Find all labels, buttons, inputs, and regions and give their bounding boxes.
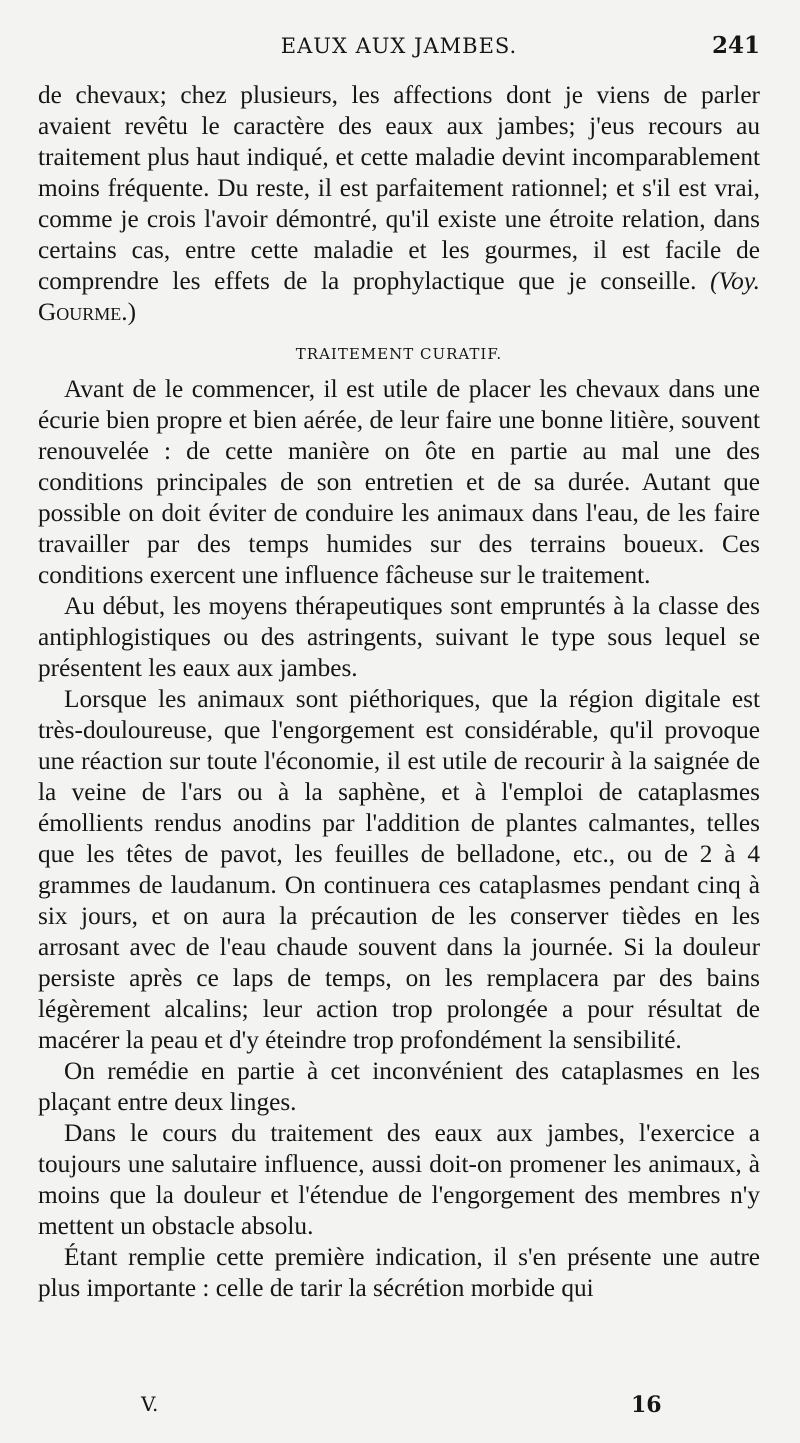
- signature-mark: V.: [141, 1392, 159, 1416]
- page-number: 241: [711, 32, 760, 59]
- gathering-number: 16: [631, 1392, 662, 1418]
- opening-paragraph: [38, 80, 760, 328]
- opening-paragraph-text: de chevaux; chez plusieurs, les affections dont je viens de parler avaient revêtu le caractère des eaux aux jambes; j'eus recours au traitement plus haut indiqué, et cette maladie devint incomparablement moins fréquente. Du reste, il est parfaitement rationnel; et s'il est vrai, comme je crois l'avoir démontré, qu'il existe une étroite relation, dans certains cas, entre cette maladie et les gourmes, il est facile de comprendre les effets de la prophylactique que je conseille.: [38, 81, 760, 295]
- page-footer: [38, 1392, 760, 1422]
- page-header: [38, 30, 760, 64]
- paragraph: Dans le cours du traitement des eaux aux jambes, l'exercice a toujours une salutaire influence, aussi doit-on promener les animaux, à moins que la douleur et l'étendue de l'engorgement des membres n'y mettent un obstacle absolu.: [38, 1119, 760, 1240]
- paragraph: Étant remplie cette première indication, il s'en présente une autre plus importante : celle de tarir la sécrétion morbide qui: [38, 1243, 760, 1302]
- reference-target: Gourme.): [38, 298, 137, 326]
- reference-prefix: (Voy.: [710, 267, 760, 295]
- page-body: [38, 80, 760, 1304]
- running-title: EAUX AUX JAMBES.: [280, 34, 518, 58]
- paragraph: Lorsque les animaux sont piéthoriques, que la région digitale est très-douloureuse, que l'engorgement est considérable, qu'il provoque une réaction sur toute l'économie, il est utile de recourir à la saignée de la veine de l'ars ou à la saphène, et à l'emploi de cataplasmes émollients rendus anodins par l'addition de plantes calmantes, telles que les têtes de pavot, les feuilles de belladone, etc., ou de 2 à 4 grammes de laudanum. On continuera ces cataplasmes pendant cinq à six jours, et on aura la précaution de les conserver tièdes en les arrosant avec de l'eau chaude souvent dans la journée. Si la douleur persiste après ce laps de temps, on les remplacera par des bains légèrement alcalins; leur action trop prolongée a pour résultat de macérer la peau et d'y éteindre trop profondément la sensibilité.: [38, 685, 760, 1054]
- paragraph: Avant de le commencer, il est utile de placer les chevaux dans une écurie bien propre et bien aérée, de leur faire une bonne litière, souvent renouvelée : de cette manière on ôte en partie au mal une des conditions principales de son entretien et de sa durée. Autant que possible on doit éviter de conduire les animaux dans l'eau, de les faire travailler par des temps humides sur des terrains boueux. Ces conditions exercent une influence fâcheuse sur le traitement.: [38, 375, 760, 589]
- section-heading: TRAITEMENT CURATIF.: [295, 345, 503, 363]
- paragraph: Au début, les moyens thérapeutiques sont empruntés à la classe des antiphlogistiques ou des astringents, suivant le type sous lequel se présentent les eaux aux jambes.: [38, 592, 760, 682]
- paragraph: On remédie en partie à cet inconvénient des cataplasmes en les plaçant entre deux linges.: [38, 1057, 760, 1116]
